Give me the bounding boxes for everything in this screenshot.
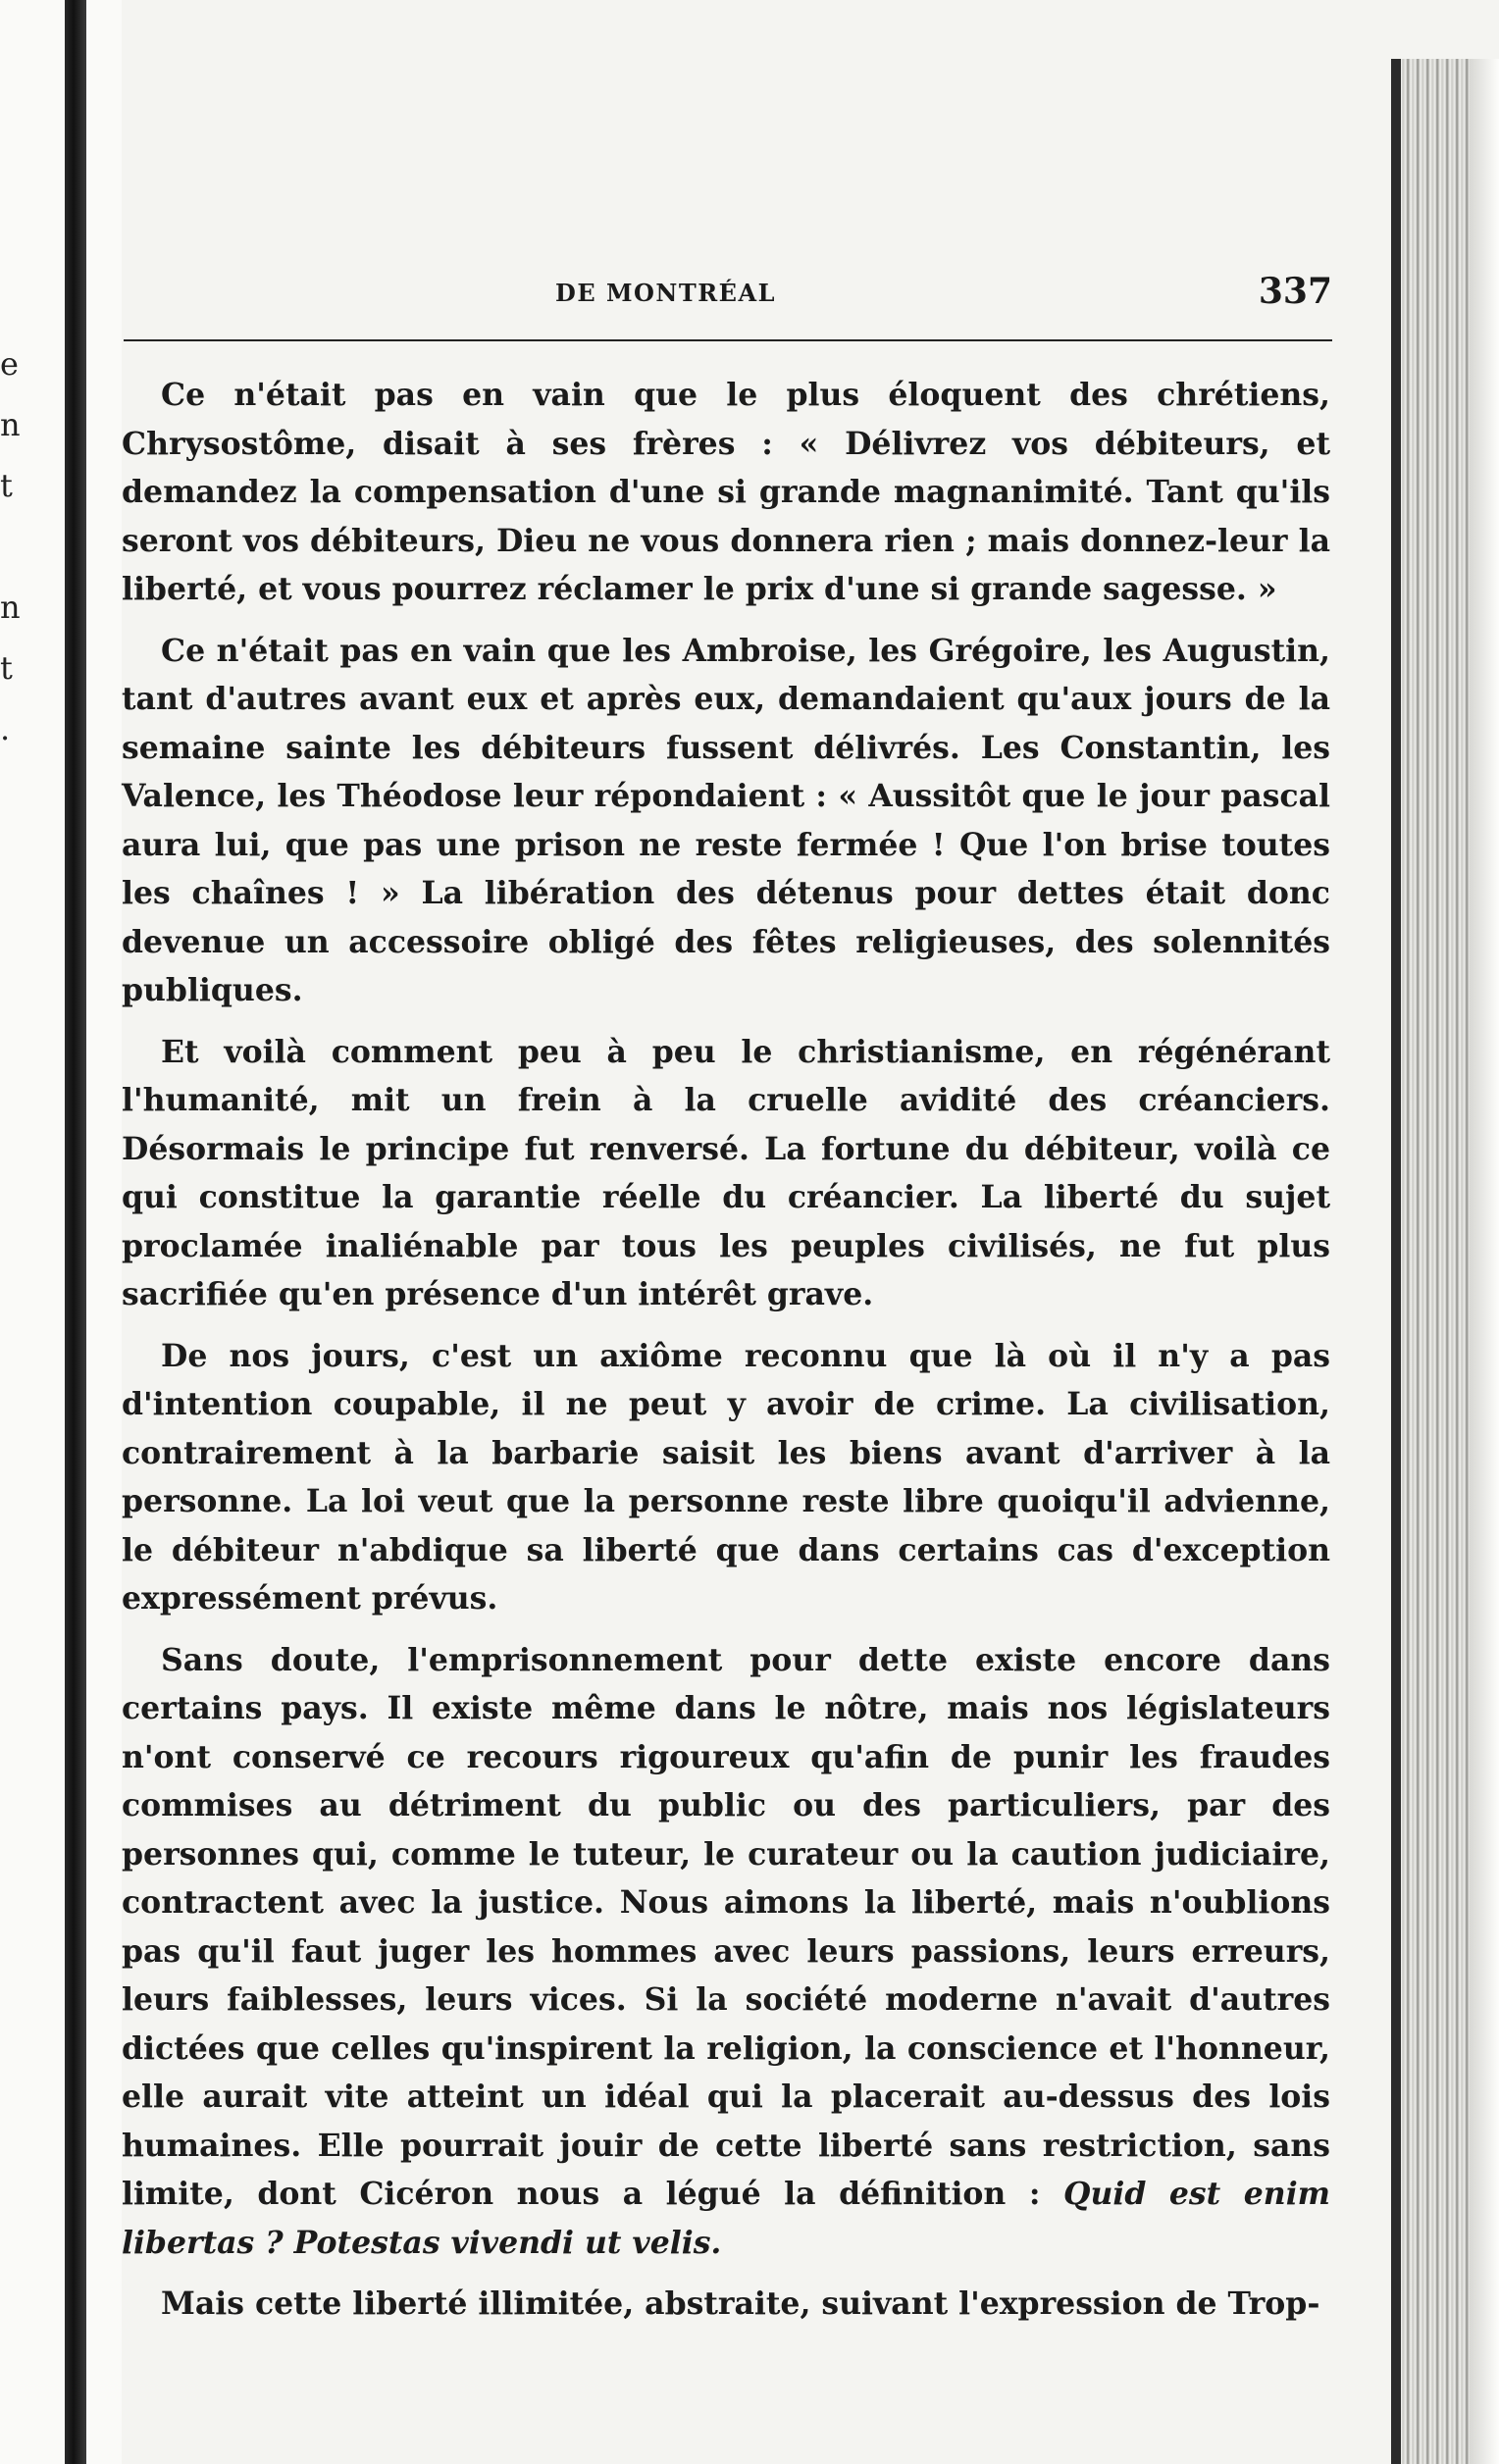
paragraph — [122, 1332, 1330, 1623]
paragraph — [122, 371, 1330, 614]
fragment: t — [0, 467, 13, 504]
book-page — [122, 0, 1391, 2464]
paragraph-text: De nos jours, c'est un axiôme reconnu que là où il n'y a pas d'intention coupable, il ne peut y avoir de crime. La civilisation, contrairement à la barbarie saisit les biens avant d'arriver à la personne. La loi veut que la personne reste libre quoiqu'il advienne, le débiteur n'abdique sa liberté que dans certains cas d'exception expressément prévus. — [122, 1337, 1330, 1617]
fragment — [0, 516, 20, 577]
fragment: n — [0, 406, 21, 443]
paragraph — [122, 1636, 1330, 2268]
fragment: n — [0, 589, 21, 626]
fragment: e — [0, 345, 19, 383]
paragraph — [122, 2280, 1330, 2329]
paragraph-text: Et voilà comment peu à peu le christianisme, en régénérant l'humanité, mit un frein à la cruelle avidité des créanciers. Désormais le principe fut renversé. La fortune du débiteur, voilà ce qui constitue la garantie réelle du créancier. La liberté du sujet proclamée inaliénable par tous les peuples civilisés, ne fut plus sacrifiée qu'en présence d'un intérêt grave. — [122, 1033, 1330, 1312]
binding-shadow — [65, 0, 86, 2464]
paragraph-text: Mais cette liberté illimitée, abstraite, suivant l'expression de Trop- — [161, 2285, 1320, 2322]
previous-page-fragments — [0, 334, 20, 759]
running-title: DE MONTRÉAL — [555, 279, 776, 307]
body-text — [122, 371, 1330, 2341]
fragment: . — [0, 710, 11, 747]
paragraph-text: Sans doute, l'emprisonnement pour dette existe encore dans certains pays. Il existe même dans le nôtre, mais nos législateurs n'ont conservé ce recours rigoureux qu'afin de punir les fraudes commises au détriment du public ou des particuliers, par des personnes qui, comme le tuteur, le curateur ou la caution judiciaire, contractent avec la justice. Nous aimons la liberté, mais n'oublions pas qu'il faut juger les hommes avec leurs passions, leurs erreurs, leurs faiblesses, leurs vices. Si la société moderne n'avait d'autres dictées que celles qu'inspirent la religion, la conscience et l'honneur, elle aurait vite atteint un idéal qui la placerait au-dessus des lois humaines. Elle pourrait jouir de cette liberté sans restriction, sans limite, dont Cicéron nous a légué la définition : — [122, 1641, 1330, 2212]
running-head — [124, 271, 1332, 341]
paragraph-text: Ce n'était pas en vain que les Ambroise, les Grégoire, les Augustin, tant d'autres avant eux et après eux, demandaient qu'aux jours de la semaine sainte les débiteurs fussent délivrés. Les Constantin, les Valence, les Théodose leur répondaient : « Aussitôt que le jour pascal aura lui, que pas une prison ne reste fermée ! Que l'on brise toutes les chaînes ! » La libération des détenus pour dettes était donc devenue un accessoire obligé des fêtes religieuses, des solennités publiques. — [122, 632, 1330, 1008]
left-gutter — [0, 0, 122, 2464]
paragraph — [122, 1028, 1330, 1319]
fragment: t — [0, 649, 13, 687]
paragraph-text: Ce n'était pas en vain que le plus éloquent des chrétiens, Chrysostôme, disait à ses frères : « Délivrez vos débiteurs, et demandez la compensation d'une si grande magnanimité. Tant qu'ils seront vos débiteurs, Dieu ne vous donnera rien ; mais donnez-leur la liberté, et vous pourrez réclamer le prix d'une si grande sagesse. » — [122, 377, 1330, 607]
page-edges — [1391, 59, 1499, 2464]
paragraph — [122, 627, 1330, 1015]
page-number: 337 — [1258, 271, 1332, 312]
latin-quote: Quid est enim libertas ? Potestas vivendi ut velis. — [122, 2176, 1330, 2261]
